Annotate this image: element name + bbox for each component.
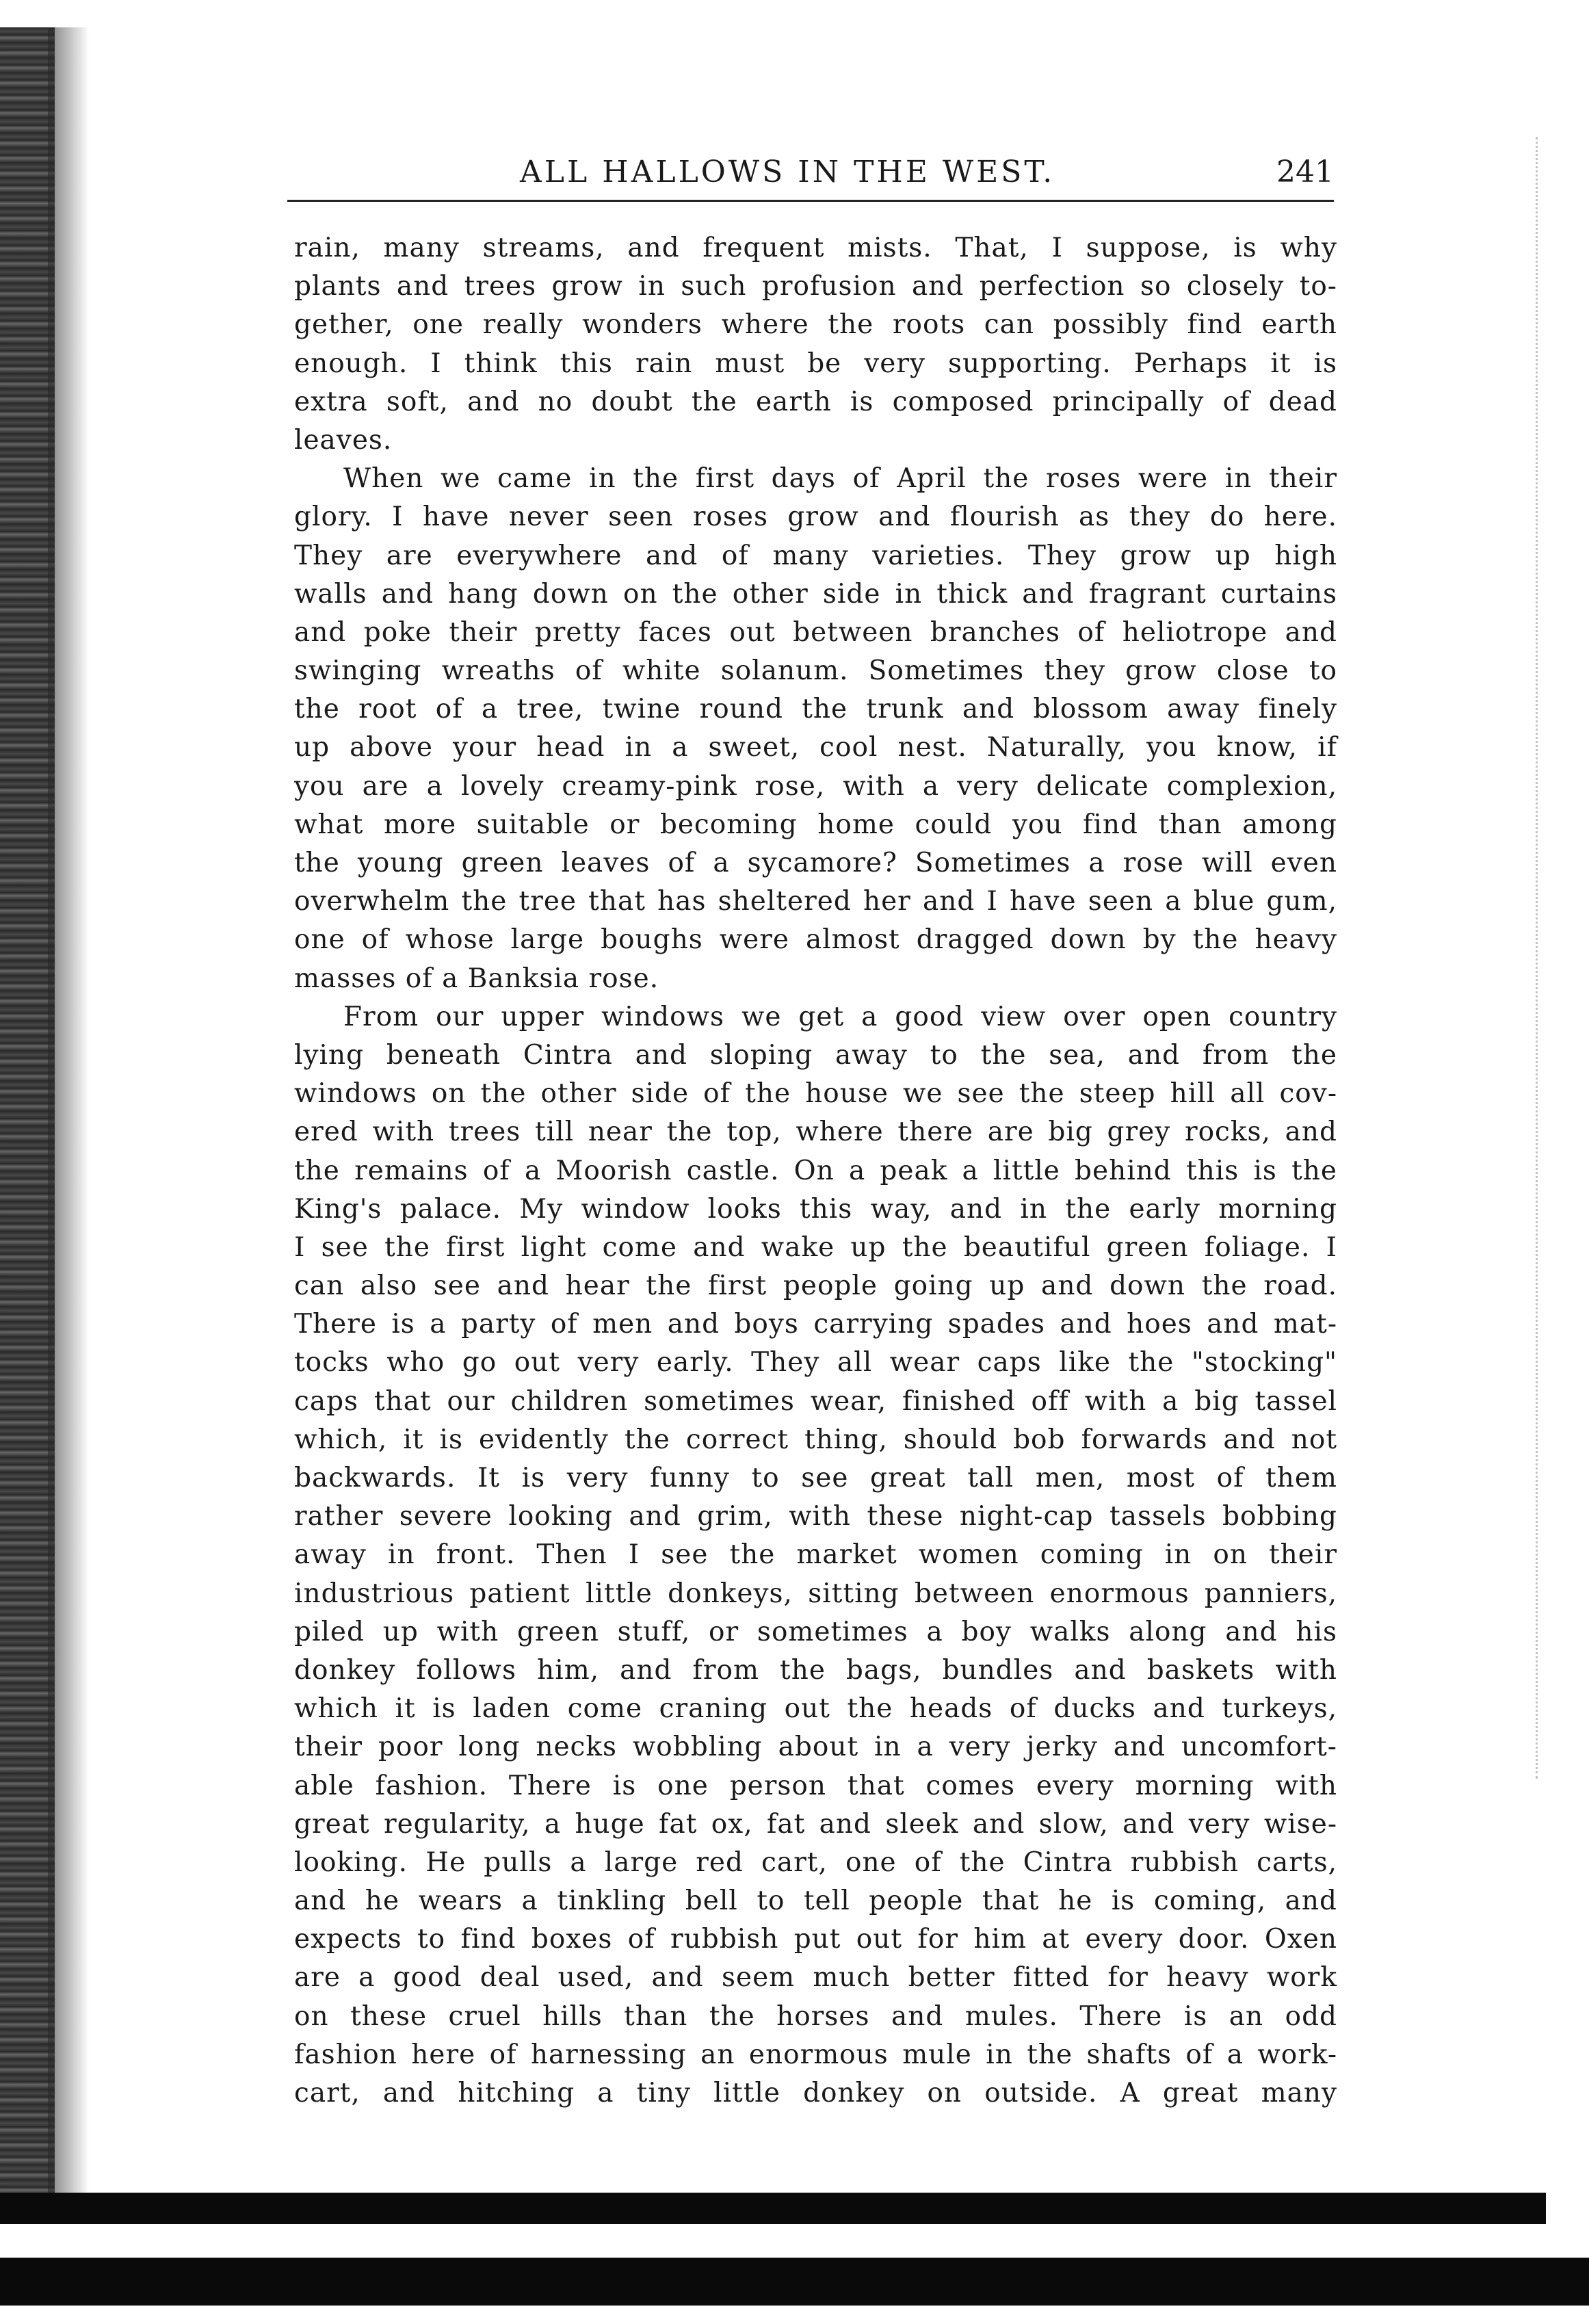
page-number: 241 — [1276, 155, 1334, 190]
text-line: which, it is evidently the correct thing, should bob forwards and not — [294, 1424, 1337, 1455]
header-rule — [287, 200, 1334, 202]
scan-edge-left — [0, 27, 55, 2217]
text-line: tocks who go out very early. They all wear caps like the "stocking" — [294, 1347, 1337, 1379]
text-line: extra soft, and no doubt the earth is composed principally of dead — [294, 386, 1337, 417]
text-line: glory. I have never seen roses grow and flourish as they do here. — [294, 501, 1337, 533]
text-line: one of whose large boughs were almost dragged down by the heavy — [294, 924, 1337, 956]
scan-bar-top — [0, 2193, 1546, 2224]
scan-edge-right — [1536, 137, 1551, 1779]
page-header — [287, 149, 1334, 197]
text-line: King's palace. My window looks this way, and in the early morning — [294, 1193, 1337, 1225]
text-line: I see the first light come and wake up the beautiful green foliage. I — [294, 1231, 1337, 1263]
text-line: caps that our children sometimes wear, finished off with a big tassel — [294, 1385, 1337, 1417]
text-line: looking. He pulls a large red cart, one of the Cintra rubbish carts, — [294, 1846, 1337, 1878]
text-line: lying beneath Cintra and sloping away to the sea, and from the — [294, 1039, 1337, 1071]
text-line: piled up with green stuff, or sometimes a boy walks along and his — [294, 1616, 1337, 1647]
text-line: There is a party of men and boys carrying spades and hoes and mat- — [294, 1309, 1337, 1340]
text-line: the root of a tree, twine round the trunk and blossom away finely — [294, 694, 1337, 725]
running-head: ALL HALLOWS IN THE WEST. — [520, 155, 1055, 190]
text-line: their poor long necks wobbling about in a very jerky and uncomfort- — [294, 1732, 1337, 1763]
text-line: overwhelm the tree that has sheltered her and I have seen a blue gum, — [294, 886, 1337, 917]
text-line: fashion here of harnessing an enormous mule in the shafts of a work- — [294, 2039, 1337, 2070]
text-line: and he wears a tinkling bell to tell people that he is coming, and — [294, 1885, 1337, 1917]
scan-edge-shadow — [48, 27, 89, 2217]
text-line: the remains of a Moorish castle. On a peak a little behind this is the — [294, 1155, 1337, 1186]
text-line: plants and trees grow in such profusion and perfection so closely to- — [294, 271, 1337, 302]
text-line: rather severe looking and grim, with these night-cap tassels bobbing — [294, 1501, 1337, 1532]
text-line: able fashion. There is one person that comes every morning with — [294, 1770, 1337, 1801]
text-line: donkey follows him, and from the bags, bundles and baskets with — [294, 1654, 1337, 1686]
text-line: what more suitable or becoming home could you find than among — [294, 809, 1337, 840]
text-line: ered with trees till near the top, where there are big grey rocks, and — [294, 1117, 1337, 1148]
text-line: on these cruel hills than the horses and mules. There is an odd — [294, 2000, 1337, 2032]
text-line: walls and hang down on the other side in thick and fragrant curtains — [294, 578, 1337, 610]
text-line: you are a lovely creamy-pink rose, with a very delicate complexion, — [294, 770, 1337, 802]
text-line: are a good deal used, and seem much better fitted for heavy work — [294, 1962, 1337, 1994]
text-line: gether, one really wonders where the roots can possibly find earth — [294, 309, 1337, 341]
text-line: can also see and hear the first people going up and down the road. — [294, 1270, 1337, 1302]
text-line: cart, and hitching a tiny little donkey on outside. A great many — [294, 2078, 1337, 2108]
text-line: When we came in the first days of April the roses were in their — [343, 463, 1337, 495]
text-line: windows on the other side of the house we see the steep hill all cov- — [294, 1078, 1337, 1110]
body-text — [294, 229, 1337, 2113]
text-line: the young green leaves of a sycamore? Sometimes a rose will even — [294, 848, 1337, 878]
text-line: They are everywhere and of many varieties. They grow up high — [294, 540, 1337, 571]
text-line: enough. I think this rain must be very supporting. Perhaps it is — [294, 348, 1337, 379]
scan-bar-bottom — [0, 2258, 1589, 2306]
text-line: From our upper windows we get a good view over open country — [343, 1001, 1337, 1032]
text-line: up above your head in a sweet, cool nest. Naturally, you know, if — [294, 732, 1337, 763]
text-line: great regularity, a huge fat ox, fat and sleek and slow, and very wise- — [294, 1808, 1337, 1840]
text-line: masses of a Banksia rose. — [294, 963, 659, 994]
text-line: away in front. Then I see the market women coming in on their — [294, 1539, 1337, 1571]
text-line: swinging wreaths of white solanum. Sometimes they grow close to — [294, 655, 1337, 687]
text-line: which it is laden come craning out the heads of ducks and turkeys, — [294, 1693, 1337, 1725]
text-line: expects to find boxes of rubbish put out for him at every door. Oxen — [294, 1924, 1337, 1955]
text-line: leaves. — [294, 424, 393, 456]
text-line: rain, many streams, and frequent mists. That, I suppose, is why — [294, 233, 1337, 263]
text-line: industrious patient little donkeys, sitting between enormous panniers, — [294, 1578, 1337, 1609]
text-line: backwards. It is very funny to see great tall men, most of them — [294, 1463, 1337, 1493]
text-line: and poke their pretty faces out between branches of heliotrope and — [294, 616, 1337, 648]
